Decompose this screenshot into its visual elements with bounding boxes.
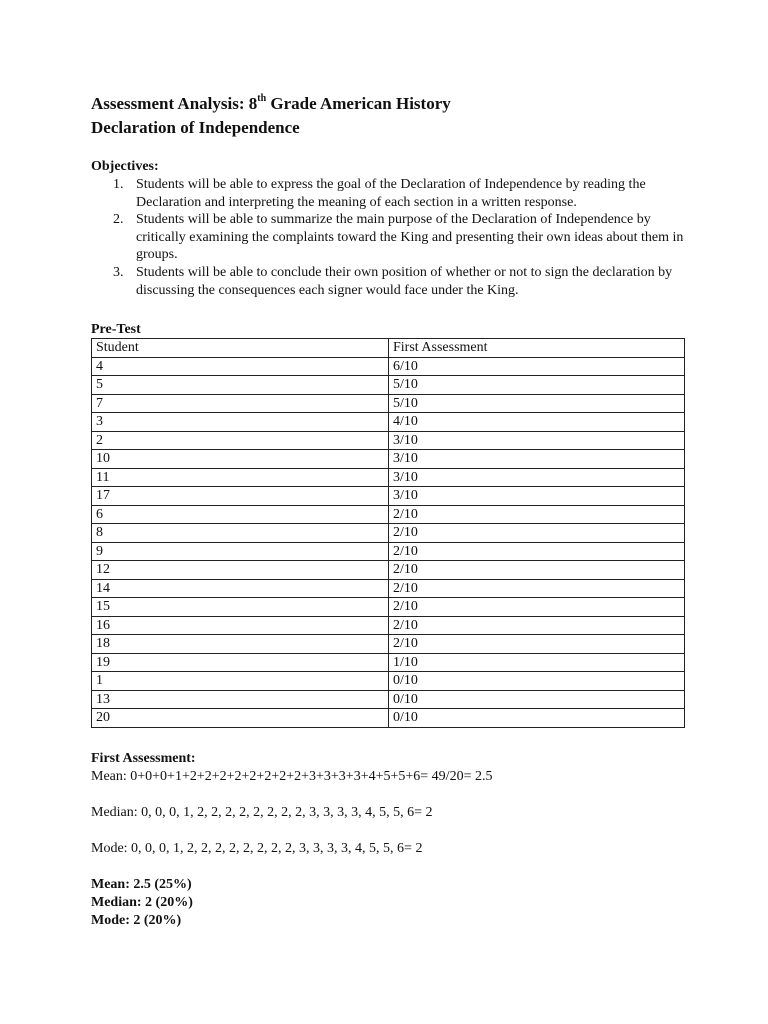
score-cell: 2/10 [389,579,685,598]
student-cell: 10 [92,450,389,469]
objective-item [91,211,691,264]
document-page [91,92,691,930]
score-cell: 2/10 [389,635,685,654]
table-row [92,616,685,635]
table-row [92,690,685,709]
student-cell: 2 [92,431,389,450]
summary-mean: Mean: 2.5 (25%) [91,876,192,892]
mean-calculation: Mean: 0+0+0+1+2+2+2+2+2+2+2+2+3+3+3+3+4+5+5+6= 49/20= 2.5 [91,768,493,784]
score-cell: 0/10 [389,690,685,709]
score-cell: 1/10 [389,653,685,672]
median-calculation: Median: 0, 0, 0, 1, 2, 2, 2, 2, 2, 2, 2, 2, 3, 3, 3, 3, 4, 5, 5, 6= 2 [91,804,433,820]
student-cell: 19 [92,653,389,672]
objective-text: Students will be able to conclude their own position of whether or not to sign the declaration by discussing the consequences each signer would face under the King. [136,264,673,298]
score-cell: 2/10 [389,542,685,561]
title-superscript: th [257,93,267,105]
table-row [92,709,685,728]
pretest-table [91,338,685,728]
student-cell: 17 [92,487,389,506]
student-cell: 14 [92,579,389,598]
table-header-row [92,339,685,358]
table-row [92,561,685,580]
student-cell: 20 [92,709,389,728]
student-cell: 5 [92,376,389,395]
student-cell: 12 [92,561,389,580]
student-cell: 3 [92,413,389,432]
table-row [92,431,685,450]
student-cell: 15 [92,598,389,617]
student-cell: 4 [92,357,389,376]
student-cell: 9 [92,542,389,561]
table-row [92,524,685,543]
table-row [92,487,685,506]
table-body [92,357,685,727]
objective-item [91,264,691,299]
score-cell: 0/10 [389,672,685,691]
score-cell: 2/10 [389,561,685,580]
summary-block [91,876,691,930]
column-header-student: Student [92,339,389,358]
objectives-list [91,176,691,299]
table-row [92,653,685,672]
student-cell: 18 [92,635,389,654]
table-row [92,505,685,524]
table-row [92,450,685,469]
document-title [91,92,691,116]
score-cell: 2/10 [389,598,685,617]
objective-number: 2. [113,212,124,228]
table-row [92,413,685,432]
table-row [92,357,685,376]
table-row [92,635,685,654]
score-cell: 5/10 [389,394,685,413]
score-cell: 6/10 [389,357,685,376]
first-assessment-heading: First Assessment: [91,750,196,766]
student-cell: 16 [92,616,389,635]
column-header-first-assessment: First Assessment [389,339,685,358]
table-row [92,394,685,413]
student-cell: 11 [92,468,389,487]
summary-median: Median: 2 (20%) [91,894,193,910]
student-cell: 8 [92,524,389,543]
objective-text: Students will be able to summarize the main purpose of the Declaration of Independence by critically examining the complaints toward the King and presenting their own ideas about them in groups. [136,212,684,263]
objectives-heading: Objectives: [91,159,159,174]
title-suffix: Grade American History [266,94,451,113]
score-cell: 5/10 [389,376,685,395]
student-cell: 1 [92,672,389,691]
pretest-heading: Pre-Test [91,322,141,338]
mode-calculation: Mode: 0, 0, 0, 1, 2, 2, 2, 2, 2, 2, 2, 2, 3, 3, 3, 3, 4, 5, 5, 6= 2 [91,840,423,856]
table-row [92,598,685,617]
student-cell: 13 [92,690,389,709]
table-row [92,579,685,598]
objective-number: 1. [113,177,124,192]
objective-item [91,176,691,211]
score-cell: 3/10 [389,487,685,506]
table-row [92,376,685,395]
score-cell: 3/10 [389,468,685,487]
score-cell: 4/10 [389,413,685,432]
summary-mode: Mode: 2 (20%) [91,912,182,928]
objective-number: 3. [113,264,124,280]
student-cell: 6 [92,505,389,524]
score-cell: 2/10 [389,524,685,543]
score-cell: 0/10 [389,709,685,728]
table-row [92,672,685,691]
score-cell: 3/10 [389,431,685,450]
score-cell: 2/10 [389,505,685,524]
title-prefix: Assessment Analysis: 8 [91,94,258,113]
table-row [92,468,685,487]
objective-text: Students will be able to express the goal of the Declaration of Independence by reading the Declaration and interpreting the meaning of each section in a written response. [136,177,646,210]
score-cell: 2/10 [389,616,685,635]
score-cell: 3/10 [389,450,685,469]
table-row [92,542,685,561]
student-cell: 7 [92,394,389,413]
document-subtitle: Declaration of Independence [91,118,300,137]
